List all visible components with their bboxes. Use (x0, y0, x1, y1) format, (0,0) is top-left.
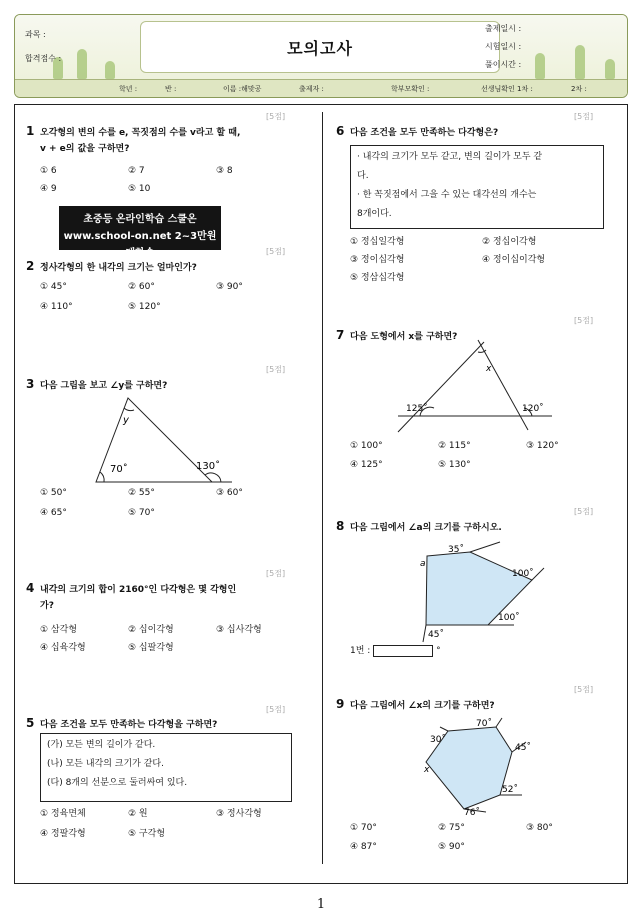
question-number: 1 (26, 124, 35, 138)
question-number: 2 (26, 259, 35, 273)
points-badge: [5점] (266, 247, 286, 256)
angle-label: 125˚ (406, 404, 428, 414)
points-badge: [5점] (266, 569, 286, 578)
extension-line (496, 718, 502, 727)
question-text: 오각형의 변의 수를 e, 꼭짓점의 수를 v라고 할 때, v + e의 값을 구하면? (40, 128, 241, 154)
label-x: x (486, 364, 492, 374)
label-y: y (123, 415, 129, 426)
option[interactable]: ② 75° (438, 823, 465, 833)
points-badge: [5점] (266, 365, 286, 374)
option[interactable]: ③ 90° (216, 282, 243, 292)
points-badge: [5점] (266, 705, 286, 714)
option[interactable]: ⑤ 10 (128, 184, 151, 194)
conditions-box: (가) 모든 변의 길이가 같다. (나) 모든 내각의 크기가 같다. (다) 8개의 선분으로 둘러싸여 있다. (40, 733, 292, 802)
page-number: 1 (316, 897, 326, 912)
option[interactable]: ③ 십사각형 (216, 625, 262, 635)
option[interactable]: ④ 87° (350, 842, 377, 852)
option[interactable]: ① 정십일각형 (350, 237, 405, 247)
pass-score-label: 합격점수 : (25, 54, 62, 63)
extension-line (440, 727, 448, 731)
parent-check-label: 학부모확인 : (391, 85, 430, 93)
solve-time-label: 풀이시간 : (485, 60, 522, 69)
points-badge: [5점] (574, 112, 594, 121)
question-text: 정사각형의 한 내각의 크기는 얼마인가? (40, 263, 197, 273)
option[interactable]: ② 55° (128, 488, 155, 498)
author-label: 출제자 : (299, 85, 324, 93)
option[interactable]: ④ 십육각형 (40, 643, 86, 653)
question-text: 다음 도형에서 x를 구하면? (350, 332, 458, 342)
option[interactable]: ④ 65° (40, 508, 67, 518)
option[interactable]: ③ 60° (216, 488, 243, 498)
exam-title: 모의고사 (140, 21, 500, 73)
question-number: 4 (26, 581, 35, 595)
option[interactable]: ④ 정이십이각형 (482, 255, 546, 265)
issue-date-label: 출제일시 : (485, 24, 522, 33)
grade-label: 학년 : (119, 85, 138, 93)
option[interactable]: ② 정십이각형 (482, 237, 537, 247)
question-text: 다음 그림에서 ∠x의 크기를 구하면? (350, 701, 495, 711)
points-badge: [5점] (574, 685, 594, 694)
angle-label: 45˚ (515, 743, 531, 753)
option[interactable]: ⑤ 90° (438, 842, 465, 852)
option[interactable]: ③ 정사각형 (216, 809, 262, 819)
points-badge: [5점] (574, 507, 594, 516)
option[interactable]: ① 50° (40, 488, 67, 498)
option[interactable]: ④ 110° (40, 302, 73, 312)
class-label: 반 : (165, 85, 177, 93)
option[interactable]: ③ 8 (216, 166, 233, 176)
option[interactable]: ④ 9 (40, 184, 57, 194)
angle-label: 30˚ (430, 735, 446, 745)
label-a: a (420, 559, 426, 569)
option[interactable]: ④ 125° (350, 460, 383, 470)
exam-date-label: 시험일시 : (485, 42, 522, 51)
question-number: 9 (336, 697, 345, 711)
angle-label: 76˚ (464, 808, 480, 818)
points-badge: [5점] (574, 316, 594, 325)
option[interactable]: ② 115° (438, 441, 471, 451)
question-text: 다음 조건을 모두 만족하는 다각형은? (350, 128, 499, 138)
option[interactable]: ③ 120° (526, 441, 559, 451)
option[interactable]: ④ 정팔각형 (40, 829, 86, 839)
points-badge: [5점] (266, 112, 286, 121)
option[interactable]: ⑤ 십팔각형 (128, 643, 174, 653)
option[interactable]: ② 60° (128, 282, 155, 292)
option[interactable]: ① 100° (350, 441, 383, 451)
option[interactable]: ② 원 (128, 809, 148, 819)
question-number: 6 (336, 124, 345, 138)
answer-row: 1번 : ° (350, 646, 441, 656)
angle-label: 70˚ (110, 464, 128, 475)
option[interactable]: ② 십이각형 (128, 625, 174, 635)
question-text: 내각의 크기의 합이 2160°인 다각형은 몇 각형인 가? (40, 585, 237, 611)
option[interactable]: ② 7 (128, 166, 145, 176)
angle-label: 120˚ (522, 404, 544, 414)
question-number: 7 (336, 328, 345, 342)
angle-label: 100˚ (498, 613, 520, 623)
name-label: 이름 :해맞공 (223, 85, 262, 93)
option[interactable]: ① 70° (350, 823, 377, 833)
option[interactable]: ⑤ 130° (438, 460, 471, 470)
option[interactable]: ③ 정이십각형 (350, 255, 405, 265)
option[interactable]: ① 정육면체 (40, 809, 86, 819)
subject-label: 과목 : (25, 30, 46, 39)
option[interactable]: ① 삼각형 (40, 625, 78, 635)
question-number: 8 (336, 519, 345, 533)
angle-label: 100˚ (512, 569, 534, 579)
teacher-check-label: 선생님확인 1차 : (481, 85, 533, 93)
angle-label: 52˚ (502, 785, 518, 795)
option[interactable]: ⑤ 정삼십각형 (350, 273, 405, 283)
angle-label: 35˚ (448, 545, 464, 555)
question-text: 다음 조건을 모두 만족하는 다각형을 구하면? (40, 720, 218, 730)
question-number: 5 (26, 716, 35, 730)
option[interactable]: ⑤ 구각형 (128, 829, 166, 839)
angle-label: 45˚ (428, 630, 444, 640)
question-number: 3 (26, 377, 35, 391)
angle-label: 70˚ (476, 719, 492, 729)
option[interactable]: ① 45° (40, 282, 67, 292)
second-check-label: 2차 : (571, 85, 587, 93)
question-text: 다음 그림에서 ∠a의 크기를 구하시오. (350, 523, 502, 533)
question-text: 다음 그림을 보고 ∠y를 구하면? (40, 381, 168, 391)
ad-banner[interactable]: 초중등 온라인학습 스쿨온 www.school-on.net 2~3만원대학습 (59, 206, 221, 250)
option[interactable]: ⑤ 120° (128, 302, 161, 312)
option[interactable]: ③ 80° (526, 823, 553, 833)
conditions-box: · 내각의 크기가 모두 같고, 변의 길이가 모두 같 다. · 한 꼭짓점에서 그을 수 있는 대각선의 개수는 8개이다. (350, 145, 604, 229)
option[interactable]: ① 6 (40, 166, 57, 176)
label-x: x (424, 765, 430, 775)
angle-label: 130˚ (196, 461, 221, 472)
option[interactable]: ⑤ 70° (128, 508, 155, 518)
